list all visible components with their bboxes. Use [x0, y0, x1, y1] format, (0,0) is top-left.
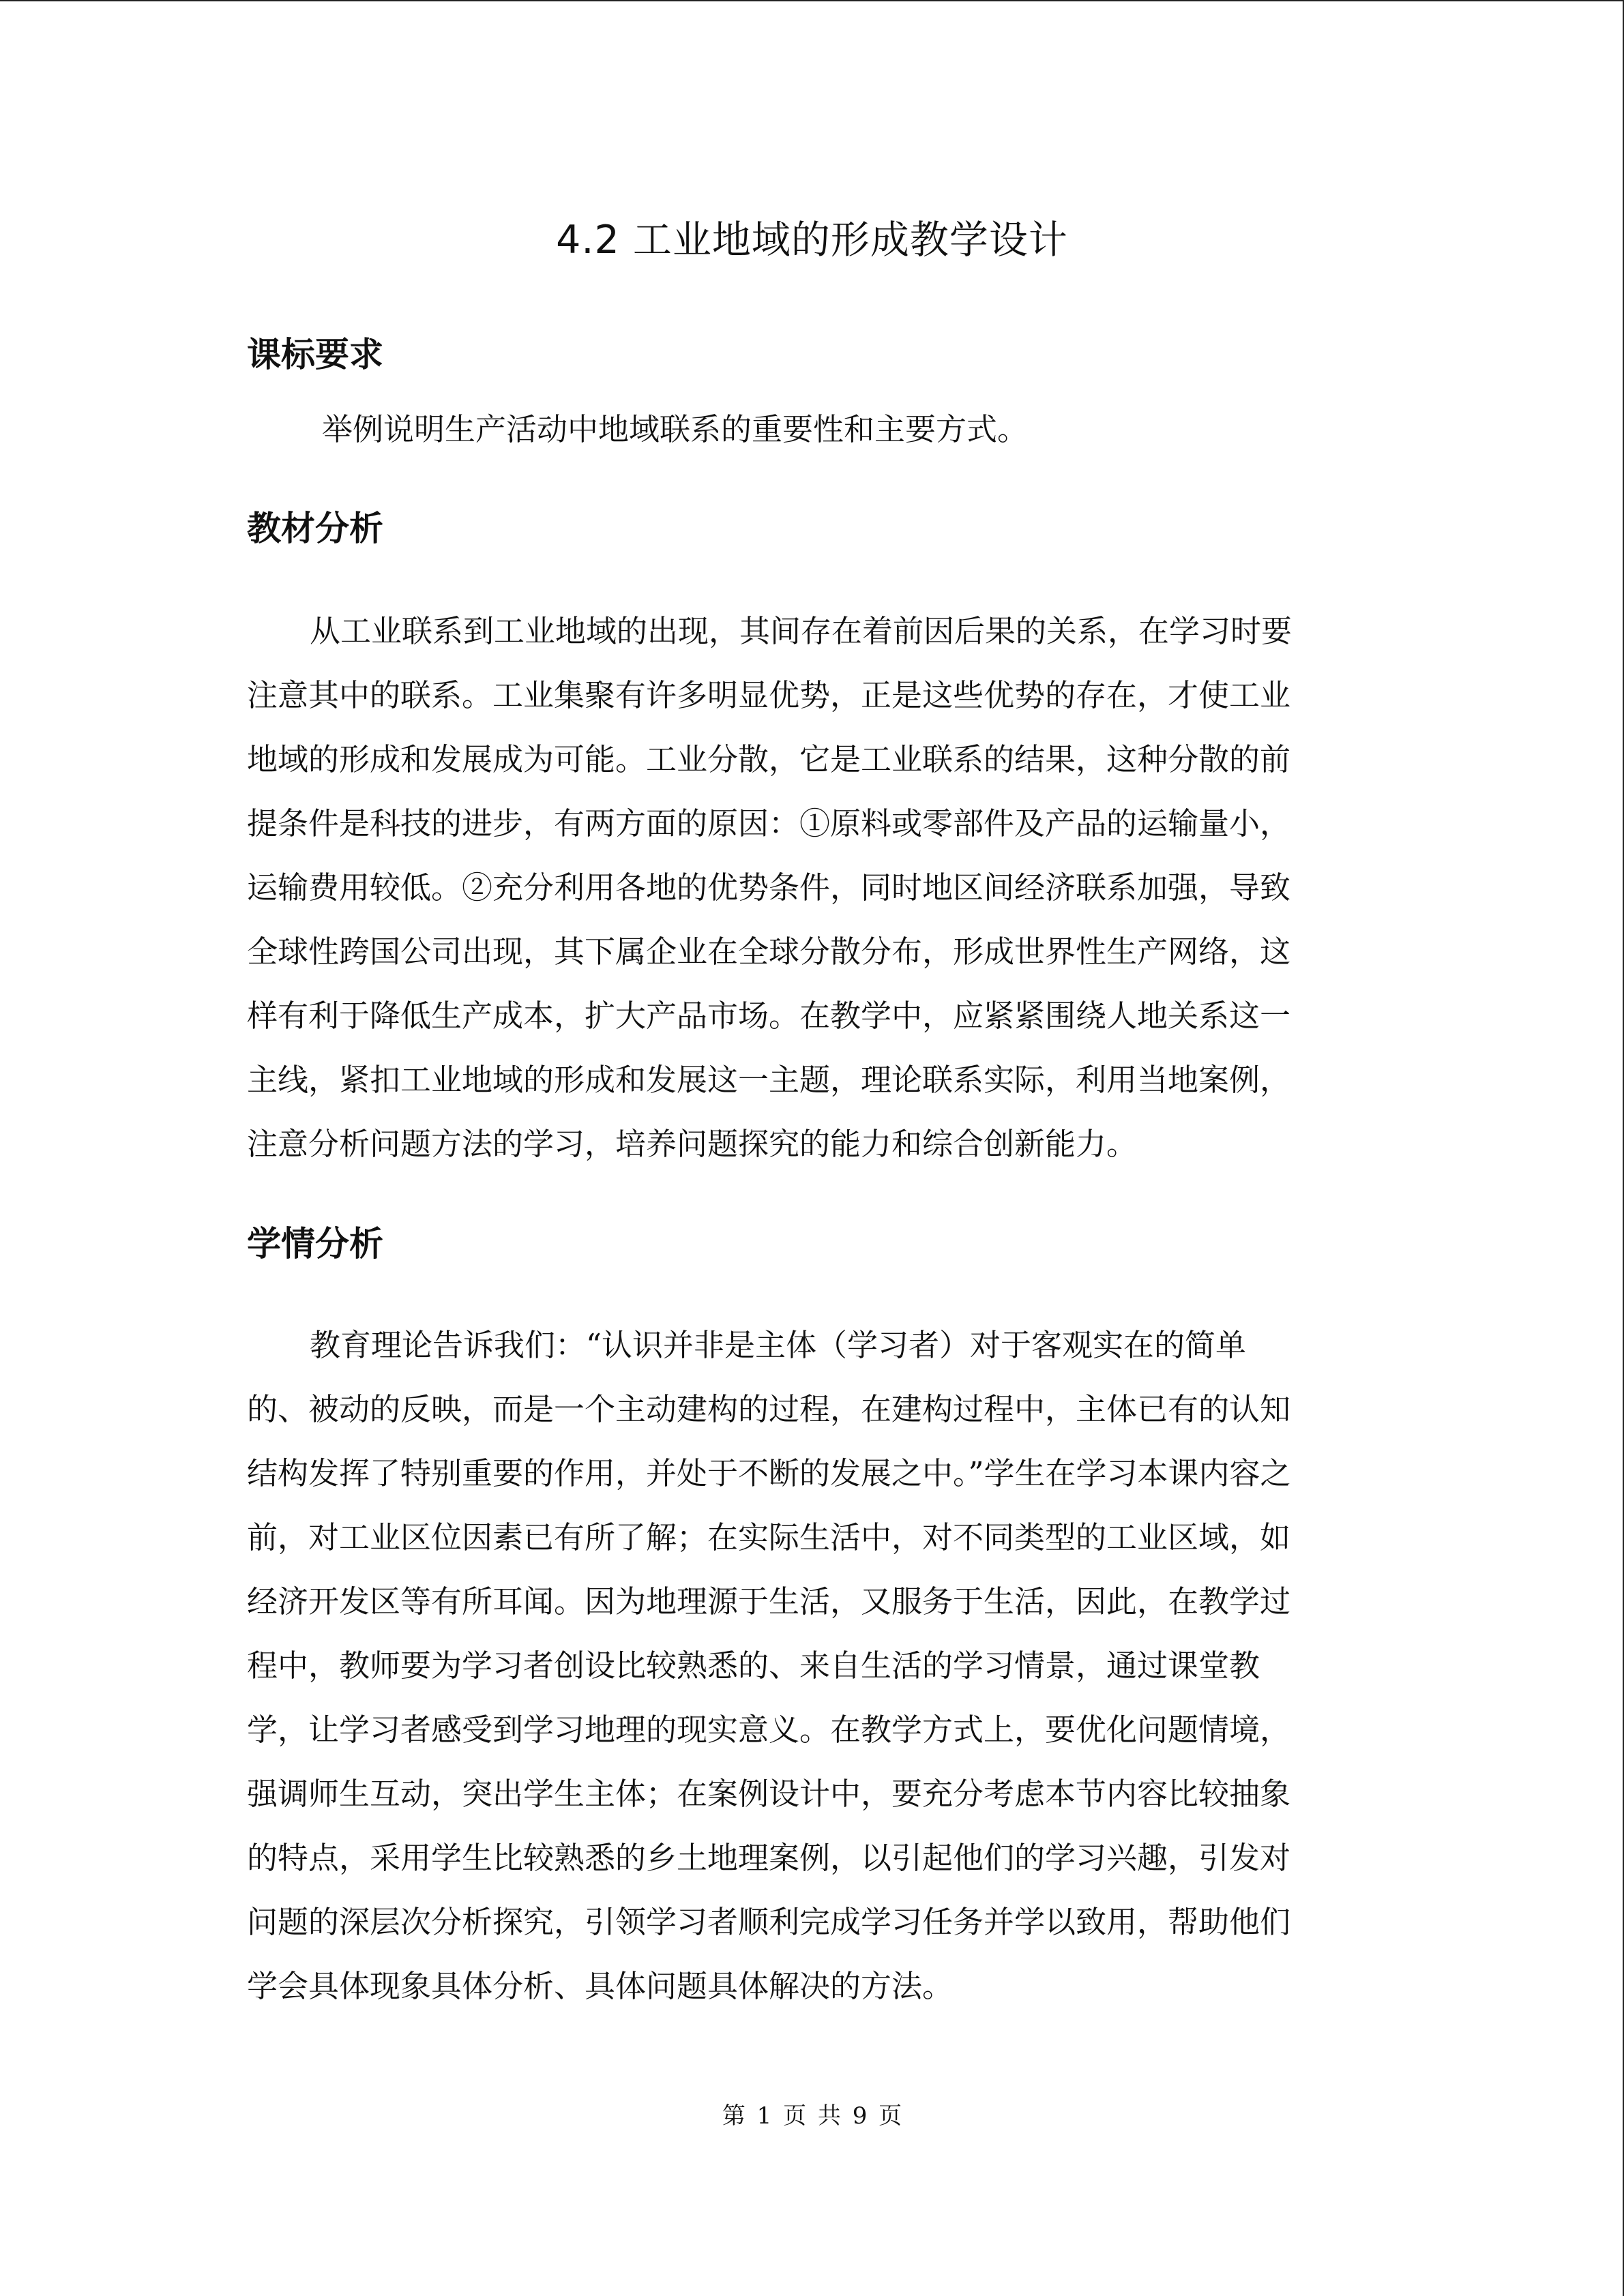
- paragraph-line: 的特点，采用学生比较熟悉的乡土地理案例，以引起他们的学习兴趣，引发对: [247, 1840, 1291, 1876]
- paragraph-line: 前，对工业区位因素已有所了解；在实际生活中，对不同类型的工业区域，如: [247, 1519, 1291, 1555]
- paragraph-line: 注意其中的联系。工业集聚有许多明显优势，正是这些优势的存在，才使工业: [247, 677, 1291, 713]
- section-heading-learner: 学情分析: [247, 1224, 383, 1264]
- page-number-footer: 第 1 页 共 9 页: [722, 2102, 902, 2130]
- paragraph-line: 的、被动的反映，而是一个主动建构的过程，在建构过程中，主体已有的认知: [247, 1391, 1291, 1427]
- standard-text: 举例说明生产活动中地域联系的重要性和主要方式。: [322, 411, 1029, 447]
- paragraph-line: 从工业联系到工业地域的出现，其间存在着前因后果的关系，在学习时要: [310, 613, 1293, 649]
- section-heading-textbook: 教材分析: [247, 509, 383, 548]
- paragraph-line: 样有利于降低生产成本，扩大产品市场。在教学中，应紧紧围绕人地关系这一: [247, 998, 1291, 1034]
- learner-paragraph: [247, 1313, 1379, 2018]
- paragraph-line: 程中，教师要为学习者创设比较熟悉的、来自生活的学习情景，通过课堂教: [247, 1648, 1260, 1684]
- paragraph-line: 学会具体现象具体分析、具体问题具体解决的方法。: [247, 1968, 954, 2004]
- paragraph-line: 运输费用较低。②充分利用各地的优势条件，同时地区间经济联系加强，导致: [247, 869, 1291, 906]
- paragraph-line: 问题的深层次分析探究，引领学习者顺利完成学习任务并学以致用，帮助他们: [247, 1904, 1291, 1940]
- paragraph-line: 注意分析问题方法的学习，培养问题探究的能力和综合创新能力。: [247, 1126, 1138, 1162]
- section-heading-standard: 课标要求: [247, 335, 383, 374]
- textbook-paragraph: [247, 599, 1379, 1176]
- paragraph-line: 教育理论告诉我们：“认识并非是主体（学习者）对于客观实在的简单: [310, 1327, 1247, 1363]
- paragraph-line: 强调师生互动，突出学生主体；在案例设计中，要充分考虑本节内容比较抽象: [247, 1776, 1291, 1812]
- paragraph-line: 学，让学习者感受到学习地理的现实意义。在教学方式上，要优化问题情境，: [247, 1712, 1291, 1748]
- paragraph-line: 地域的形成和发展成为可能。工业分散，它是工业联系的结果，这种分散的前: [247, 741, 1291, 777]
- document-title: 4.2 工业地域的形成教学设计: [556, 218, 1068, 263]
- paragraph-line: 结构发挥了特别重要的作用，并处于不断的发展之中。”学生在学习本课内容之: [247, 1455, 1291, 1491]
- paragraph-line: 全球性跨国公司出现，其下属企业在全球分散分布，形成世界性生产网络，这: [247, 934, 1291, 970]
- paragraph-line: 提条件是科技的进步，有两方面的原因：①原料或零部件及产品的运输量小，: [247, 805, 1291, 841]
- paragraph-line: 经济开发区等有所耳闻。因为地理源于生活，又服务于生活，因此，在教学过: [247, 1583, 1291, 1620]
- paragraph-line: 主线，紧扣工业地域的形成和发展这一主题，理论联系实际，利用当地案例，: [247, 1062, 1291, 1098]
